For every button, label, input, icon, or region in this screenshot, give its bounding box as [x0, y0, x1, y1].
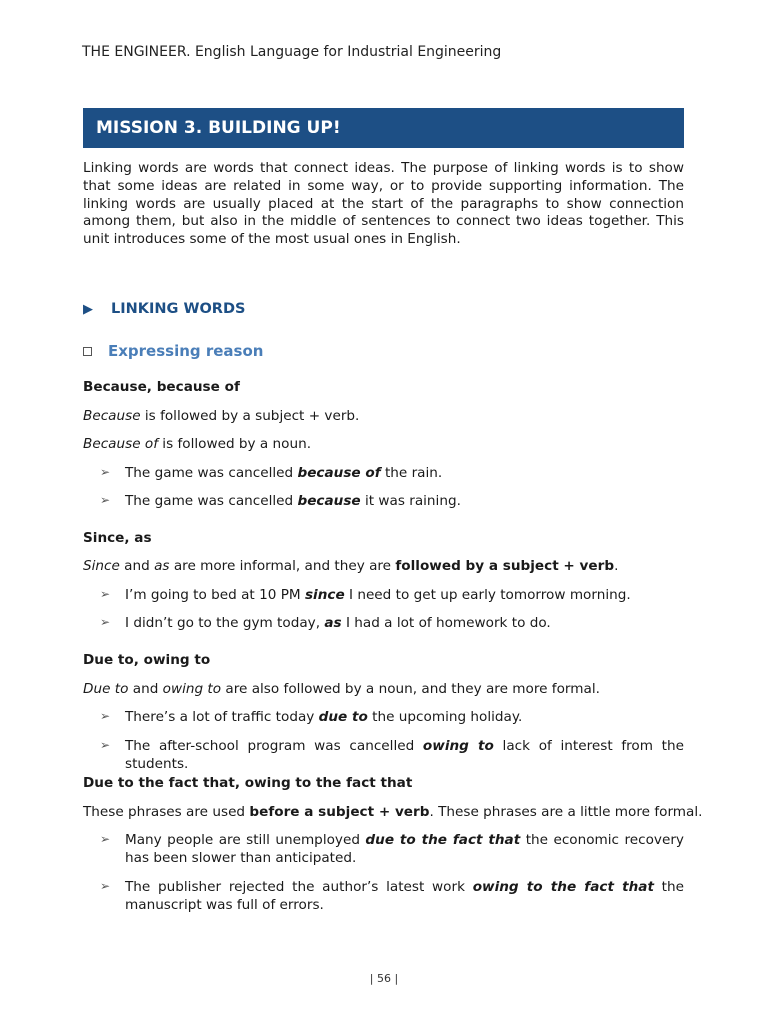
example-text: I didn’t go to the gym today, as I had a lot of homework to do. — [125, 615, 551, 631]
example-text: I’m going to bed at 10 PM since I need to get up early tomorrow morning. — [125, 587, 631, 603]
arrowhead-right-icon: ➢ — [100, 465, 111, 479]
mission-title-bar — [83, 108, 684, 148]
arrowhead-right-icon: ➢ — [100, 709, 111, 723]
mission-title: MISSION 3. BUILDING UP! — [96, 118, 341, 138]
rule-text: is followed by a noun. — [157, 436, 312, 452]
rule-due-to: Due to and owing to are also followed by a noun, and they are more formal. — [83, 681, 600, 697]
rule-text: is followed by a subject + verb. — [140, 408, 360, 424]
square-outline-icon — [83, 347, 92, 356]
arrowhead-right-icon: ➢ — [100, 879, 111, 893]
arrowhead-right-icon: ➢ — [100, 587, 111, 601]
block-title-because: Because, because of — [83, 379, 240, 395]
arrowhead-right-icon: ➢ — [100, 615, 111, 629]
arrowhead-right-icon: ➢ — [100, 832, 111, 846]
subsection-heading — [83, 342, 263, 360]
term: Because of — [83, 436, 158, 452]
rule-fact: These phrases are used before a subject + verb. These phrases are a little more formal. — [83, 804, 703, 820]
section-title: LINKING WORDS — [111, 301, 246, 317]
example-text: There’s a lot of traffic today due to the upcoming holiday. — [125, 709, 523, 725]
intro-paragraph: Linking words are words that connect ideas. The purpose of linking words is to show that some ideas are related in some way, or to provide supporting information. The linking words are usually placed at the start of the paragraphs to show connection among them, but also in the middle of sentences to connect two ideas together. This unit introduces some of the most usual ones in English. — [83, 160, 684, 248]
arrowhead-right-icon: ➢ — [100, 738, 111, 752]
block-title-since: Since, as — [83, 530, 152, 546]
block-title-fact: Due to the fact that, owing to the fact that — [83, 775, 413, 791]
example-text: The game was cancelled because it was raining. — [125, 493, 461, 509]
example-text: The after-school program was cancelled owing to lack of interest from the students. — [125, 738, 684, 772]
subsection-title: Expressing reason — [108, 342, 264, 360]
example-text: Many people are still unemployed due to the fact that the economic recovery has been slower than anticipated. — [125, 832, 684, 866]
running-header: THE ENGINEER. English Language for Industrial Engineering — [82, 44, 502, 60]
rule-because — [83, 408, 359, 424]
section-heading — [83, 301, 245, 317]
rule-because-of — [83, 436, 311, 452]
example-text: The publisher rejected the author’s latest work owing to the fact that the manuscript was full of errors. — [125, 879, 684, 913]
term: Because — [83, 408, 141, 424]
block-title-due-to: Due to, owing to — [83, 652, 211, 668]
arrowhead-right-icon: ➢ — [100, 493, 111, 507]
page-number: | 56 | — [369, 972, 399, 985]
rule-since: Since and as are more informal, and they are followed by a subject + verb. — [83, 558, 619, 574]
triangle-right-icon: ▶ — [83, 301, 93, 317]
example-text: The game was cancelled because of the rain. — [125, 465, 443, 481]
